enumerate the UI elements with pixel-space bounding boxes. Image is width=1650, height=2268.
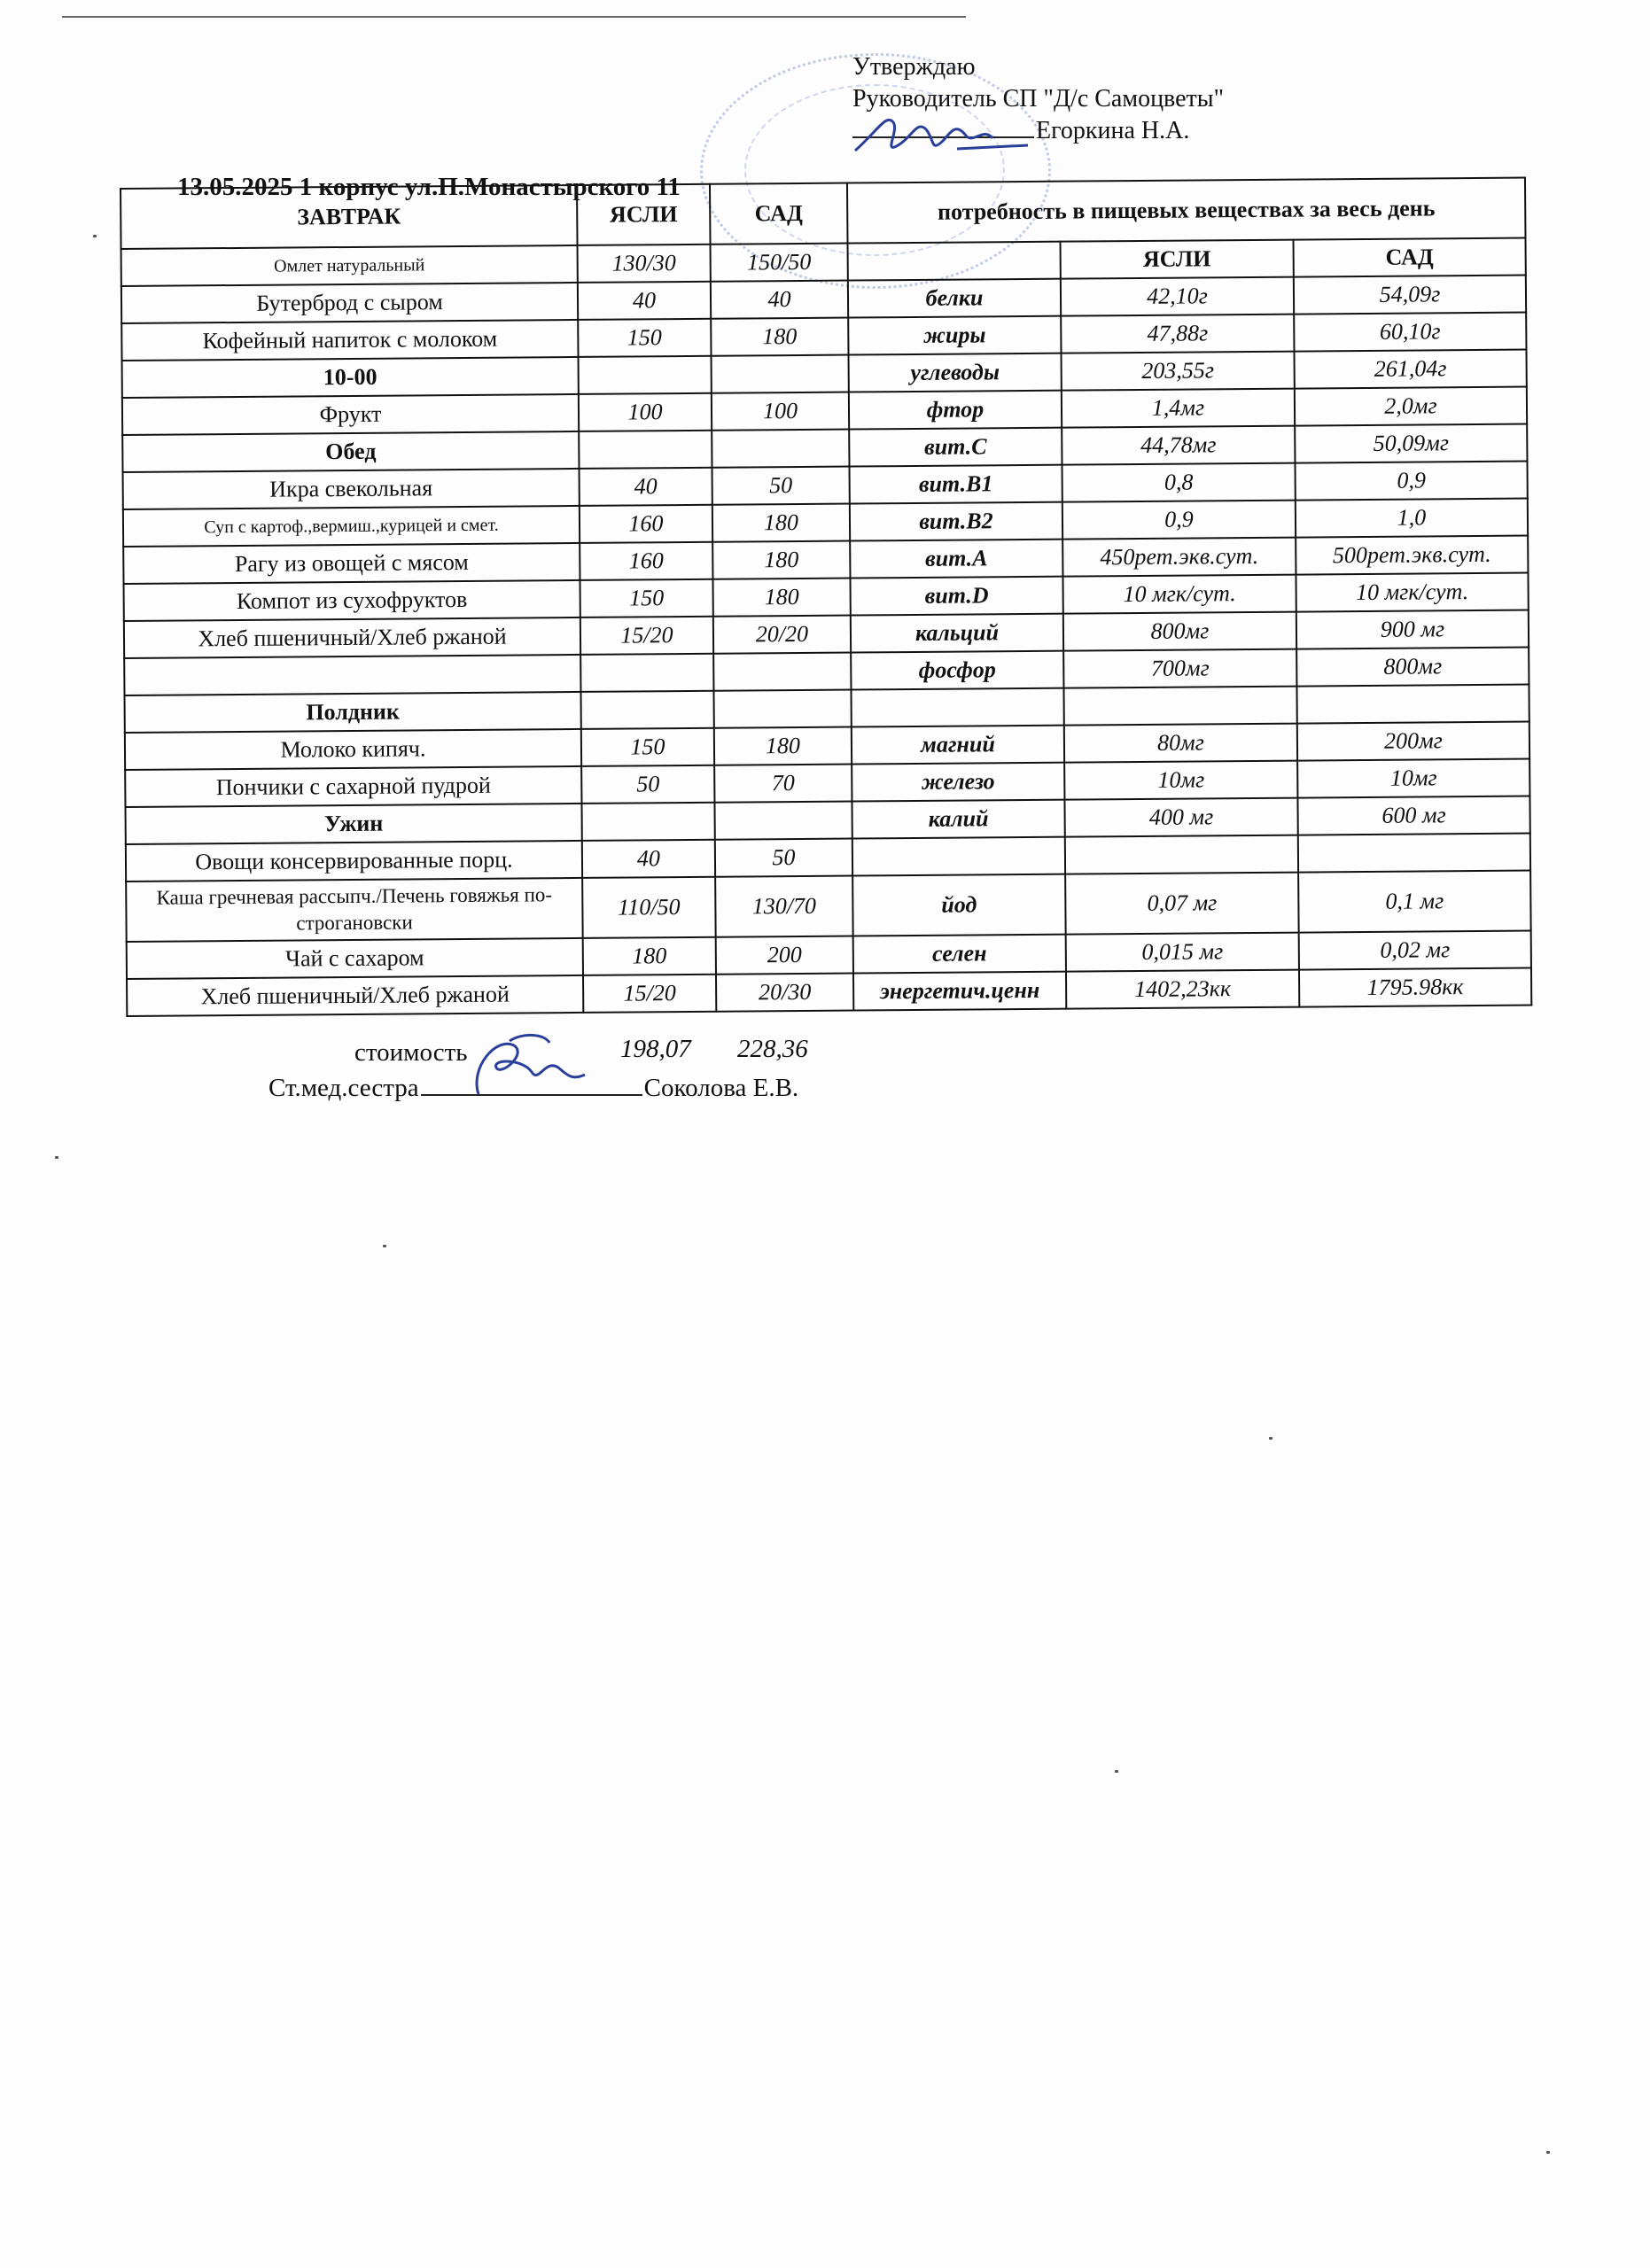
dish-name: Обед [122, 431, 579, 472]
scan-speck [383, 1245, 386, 1247]
dish-name: Рагу из овощей с мясом [123, 543, 580, 584]
nutrient-garden: 0,02 мг [1299, 931, 1531, 970]
nutrient-name: фтор [849, 391, 1062, 430]
nutrient-name [852, 837, 1065, 876]
nutrient-nursery: 800мг [1063, 612, 1296, 651]
dish-name: Хлеб пшеничный/Хлеб ржаной [127, 975, 583, 1016]
nutrient-nursery: 42,10г [1061, 277, 1294, 316]
nutrient-nursery: 44,78мг [1062, 426, 1295, 465]
table-row [126, 871, 1530, 942]
nutrient-garden: 10 мгк/сут. [1296, 573, 1528, 612]
nutrient-name: углеводы [849, 353, 1062, 392]
dish-name: Икра свекольная [123, 469, 580, 509]
header-row [121, 178, 1525, 249]
nursery-portion: 40 [578, 282, 711, 320]
nursery-portion: 15/20 [580, 617, 713, 655]
nutrient-name: вит.А [850, 540, 1062, 579]
nutrient-garden: 60,10г [1294, 313, 1526, 352]
garden-portion: 130/70 [715, 876, 853, 937]
dish-name: Компот из сухофруктов [124, 580, 580, 621]
garden-portion [714, 802, 852, 840]
dish-name: Овощи консервированные порц. [126, 841, 582, 882]
dish-name: Пончики с сахарной пудрой [125, 766, 581, 807]
dish-name: Омлет натуральный [121, 245, 578, 286]
garden-portion: 150/50 [711, 244, 848, 282]
nutrient-garden: 0,1 мг [1298, 871, 1531, 933]
garden-portion [713, 653, 851, 691]
cost-label: стоимость [354, 1038, 468, 1067]
dish-name: Полдник [125, 692, 581, 733]
cost-nursery: 198,07 [620, 1035, 691, 1063]
nursery-portion: 40 [582, 840, 715, 878]
dish-name: Хлеб пшеничный/Хлеб ржаной [124, 617, 580, 658]
nutrient-nursery: 80мг [1064, 724, 1297, 763]
nutrient-nursery: 0,015 мг [1066, 933, 1299, 972]
nutrient-name: энергетич.ценн [853, 972, 1066, 1011]
menu-title: 13.05.2025 1 корпус ул.П.Монастырского 11 [177, 173, 681, 201]
nursery-portion: 40 [580, 468, 712, 506]
nutrient-nursery: 0,8 [1062, 463, 1295, 502]
garden-portion: 20/30 [716, 974, 853, 1012]
header-garden: САД [710, 183, 848, 245]
garden-portion: 20/20 [713, 616, 851, 654]
scan-speck [1269, 1437, 1273, 1440]
nutrient-garden [1296, 685, 1529, 724]
nursery-portion [580, 654, 713, 692]
nurse-name: Соколова Е.В. [643, 1074, 799, 1102]
nursery-portion: 150 [580, 579, 712, 617]
nutrient-nursery: 203,55г [1061, 352, 1294, 391]
nutrient-nursery: 0,9 [1062, 501, 1296, 540]
approval-line-2: Руководитель СП "Д/с Самоцветы" [852, 85, 1225, 113]
garden-portion: 70 [714, 765, 852, 803]
menu-table [120, 177, 1532, 1017]
nutrient-garden: 800мг [1296, 648, 1529, 687]
approval-line-1: Утверждаю [852, 53, 976, 81]
nursery-portion: 50 [581, 765, 714, 804]
nutrient-name: кальций [851, 614, 1063, 653]
nutrient-garden: 0,9 [1295, 462, 1527, 501]
nutrient-name: вит.В1 [849, 465, 1062, 504]
header-needs: потребность в пищевых веществах за весь день [847, 178, 1526, 244]
garden-portion: 180 [712, 504, 850, 542]
nursery-portion: 110/50 [582, 877, 716, 938]
dish-name: Каша гречневая рассыпч./Печень говяжья по-строгановски [126, 878, 583, 942]
nutrient-name: фосфор [851, 651, 1063, 690]
garden-portion [713, 690, 851, 728]
garden-portion: 50 [715, 839, 852, 877]
garden-portion: 180 [711, 318, 848, 356]
nutrient-name: вит.С [849, 428, 1062, 467]
nutrient-name [848, 242, 1061, 281]
garden-portion: 200 [716, 936, 853, 975]
header-nursery: ЯСЛИ [577, 184, 711, 245]
nutrient-name: жиры [848, 316, 1061, 355]
cost-garden: 228,36 [737, 1035, 808, 1063]
dish-name: Молоко кипяч. [125, 729, 581, 770]
nurse-role: Ст.мед.сестра [269, 1074, 419, 1102]
dish-name: 10-00 [122, 357, 579, 398]
dish-name: Кофейный напиток с молоком [121, 320, 578, 361]
nursery-portion: 150 [578, 319, 711, 357]
dish-name: Ужин [125, 804, 581, 844]
nursery-portion [579, 356, 712, 394]
nursery-portion: 160 [580, 542, 712, 580]
nutrient-nursery: 1,4мг [1062, 389, 1295, 428]
director-signature [851, 105, 1046, 167]
nutrient-name: вит.D [850, 577, 1062, 616]
nutrient-garden: 10мг [1297, 759, 1529, 798]
nutrient-name: белки [848, 279, 1061, 318]
nutrient-garden: 1,0 [1296, 499, 1528, 538]
nutrient-garden: 50,09мг [1295, 424, 1527, 463]
nursery-portion: 130/30 [578, 245, 711, 283]
garden-portion: 100 [712, 392, 849, 431]
nutrient-nursery [1063, 687, 1296, 726]
top-border-line [62, 16, 966, 18]
nursery-portion: 100 [579, 393, 712, 431]
scan-speck [1115, 1770, 1118, 1773]
nutrient-name [851, 688, 1063, 727]
nutrient-garden [1298, 834, 1530, 873]
nutrient-nursery: 47,88г [1061, 315, 1294, 353]
nursery-portion: 15/20 [583, 975, 716, 1013]
nutrient-name: железо [852, 763, 1064, 802]
nutrient-name: вит.В2 [850, 502, 1062, 541]
header-meal: ЗАВТРАК [121, 185, 578, 249]
nutrient-garden: 600 мг [1297, 796, 1529, 835]
nutrient-nursery: 450рет.экв.сут. [1062, 538, 1296, 577]
needs-garden-header: САД [1294, 238, 1526, 277]
garden-portion [712, 355, 849, 393]
nutrient-nursery: 700мг [1063, 649, 1296, 688]
nutrient-garden: 54,09г [1294, 276, 1526, 315]
nurse-signature [461, 1032, 603, 1103]
nursery-portion [580, 691, 713, 729]
nutrient-nursery [1065, 835, 1298, 874]
garden-portion [712, 430, 849, 468]
garden-portion: 50 [712, 467, 850, 505]
dish-name: Чай с сахаром [127, 938, 583, 979]
dish-name [124, 655, 580, 695]
nutrient-garden: 500рет.экв.сут. [1296, 536, 1528, 575]
dish-name: Фрукт [122, 394, 579, 435]
nursery-portion [579, 431, 712, 469]
nutrient-nursery: 400 мг [1064, 798, 1297, 837]
nursery-portion [581, 803, 714, 841]
nutrient-garden: 261,04г [1294, 350, 1526, 389]
nutrient-name: йод [852, 874, 1066, 936]
nutrient-nursery: 1402,23кк [1066, 970, 1299, 1009]
nutrient-nursery: 10мг [1064, 761, 1297, 800]
dish-name: Бутерброд с сыром [121, 283, 578, 323]
nutrient-nursery: 10 мгк/сут. [1062, 575, 1296, 614]
nutrient-nursery: 0,07 мг [1065, 873, 1299, 935]
nutrient-garden: 1795.98кк [1299, 968, 1531, 1007]
needs-nursery-header: ЯСЛИ [1061, 240, 1294, 279]
nursery-portion: 160 [580, 505, 712, 543]
nutrient-name: калий [852, 800, 1064, 839]
dish-name: Суп с картоф.,вермиш.,курицей и смет. [123, 506, 580, 547]
director-name: Егоркина Н.А. [1036, 117, 1190, 144]
garden-portion: 180 [712, 541, 850, 579]
scan-speck [55, 1156, 58, 1159]
nutrient-garden: 200мг [1297, 722, 1529, 761]
garden-portion: 40 [711, 281, 848, 319]
scan-speck [1546, 2151, 1550, 2154]
nutrient-name: селен [853, 935, 1066, 974]
nutrient-name: магний [852, 726, 1064, 765]
nursery-portion: 180 [583, 937, 716, 975]
garden-portion: 180 [714, 727, 852, 765]
nutrient-garden: 2,0мг [1295, 387, 1527, 426]
nursery-portion: 150 [581, 728, 714, 766]
scan-speck [93, 235, 97, 237]
garden-portion: 180 [712, 579, 850, 617]
nutrient-garden: 900 мг [1296, 610, 1529, 649]
